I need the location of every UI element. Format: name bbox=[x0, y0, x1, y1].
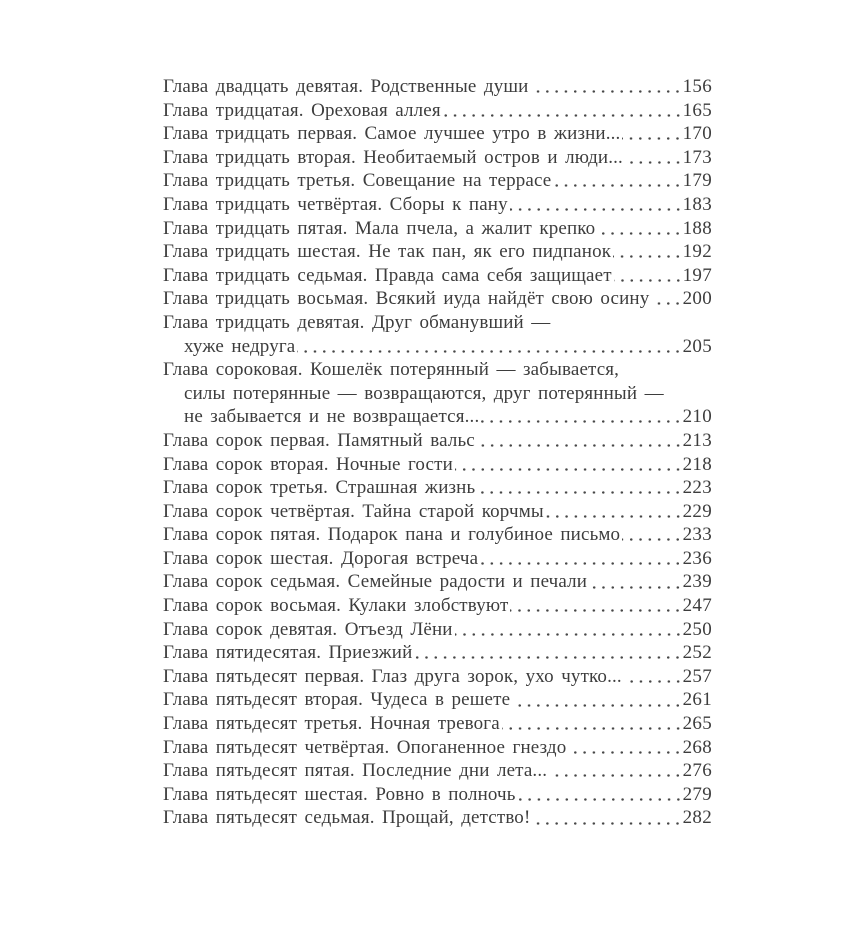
page-number: 261 bbox=[682, 689, 712, 711]
dot-leader bbox=[414, 641, 682, 665]
toc-entry bbox=[163, 523, 712, 547]
toc-entry bbox=[163, 217, 712, 241]
toc-entry bbox=[163, 712, 712, 736]
toc-entry bbox=[163, 736, 712, 760]
toc-entry bbox=[163, 146, 712, 170]
chapter-title: Глава пятьдесят шестая. Ровно в полночь bbox=[163, 783, 516, 805]
dot-leader bbox=[589, 570, 683, 594]
chapter-title: Глава сорок шестая. Дорогая встреча bbox=[163, 547, 479, 569]
page-number: 197 bbox=[682, 264, 712, 286]
toc-entry bbox=[163, 759, 712, 783]
page-number: 200 bbox=[682, 288, 712, 310]
chapter-title: Глава пятьдесят третья. Ночная тревога bbox=[163, 713, 500, 735]
page-number: 210 bbox=[682, 406, 712, 428]
toc-entry-row bbox=[163, 523, 712, 547]
toc-entry bbox=[163, 806, 712, 830]
chapter-title: Глава сорок вторая. Ночные гости bbox=[163, 453, 453, 475]
page-number: 170 bbox=[682, 123, 712, 145]
toc-entry-row bbox=[163, 712, 712, 736]
page-number: 282 bbox=[682, 807, 712, 829]
toc-entry bbox=[163, 193, 712, 217]
page-number: 265 bbox=[682, 713, 712, 735]
chapter-title: Глава сорок девятая. Отъезд Лёни bbox=[163, 618, 453, 640]
toc-entry-row bbox=[163, 287, 712, 311]
chapter-title: Глава сорок третья. Страшная жизнь bbox=[163, 477, 476, 499]
chapter-title: Глава тридцать пятая. Мала пчела, а жалит крепко bbox=[163, 217, 596, 239]
chapter-title: Глава тридцать вторая. Необитаемый остров и люди... bbox=[163, 146, 623, 168]
dot-leader bbox=[297, 335, 682, 359]
toc-entry-row bbox=[163, 736, 712, 760]
toc-entry-row bbox=[163, 500, 712, 524]
toc-entry bbox=[163, 594, 712, 618]
dot-leader bbox=[613, 240, 682, 264]
dot-leader bbox=[455, 453, 683, 477]
toc-entry bbox=[163, 287, 712, 311]
chapter-title: Глава тридцать четвёртая. Сборы к пану bbox=[163, 193, 508, 215]
dot-leader bbox=[549, 759, 682, 783]
dot-leader bbox=[510, 193, 683, 217]
chapter-title: Глава тридцать восьмая. Всякий иуда найдёт свою осину bbox=[163, 288, 650, 310]
chapter-title-line: силы потерянные — возвращаются, друг потерянный — bbox=[184, 382, 664, 404]
toc-entry bbox=[163, 547, 712, 571]
dot-leader bbox=[622, 523, 682, 547]
chapter-title: Глава тридцать седьмая. Правда сама себя защищает bbox=[163, 264, 612, 286]
chapter-title: Глава пятьдесят первая. Глаз друга зорок, ухо чутко... bbox=[163, 665, 622, 687]
toc-entry-row bbox=[163, 335, 712, 359]
dot-leader bbox=[622, 122, 682, 146]
page-number: 192 bbox=[682, 241, 712, 263]
toc-entry bbox=[163, 783, 712, 807]
dot-leader bbox=[455, 618, 683, 642]
toc-entry-row bbox=[163, 806, 712, 830]
page-number: 250 bbox=[682, 618, 712, 640]
toc-entry bbox=[163, 429, 712, 453]
chapter-title: Глава тридцать шестая. Не так пан, як его пидпанок bbox=[163, 241, 612, 263]
toc-entry bbox=[163, 122, 712, 146]
toc-entry-row bbox=[163, 169, 712, 193]
dot-leader bbox=[477, 476, 682, 500]
toc-entry-row bbox=[163, 122, 712, 146]
dot-leader bbox=[477, 429, 683, 453]
toc-entry-row bbox=[163, 240, 712, 264]
toc-entry-row bbox=[163, 783, 712, 807]
dot-leader bbox=[443, 99, 683, 123]
toc-entry bbox=[163, 75, 712, 99]
toc-entry-row bbox=[163, 547, 712, 571]
dot-leader bbox=[546, 500, 683, 524]
toc-entry-row bbox=[163, 594, 712, 618]
chapter-title: Глава тридцатая. Ореховая аллея bbox=[163, 99, 441, 121]
dot-leader bbox=[518, 783, 683, 807]
chapter-title: Глава пятьдесят четвёртая. Опоганенное гнездо bbox=[163, 736, 567, 758]
chapter-title: хуже недруга bbox=[184, 335, 296, 357]
page-number: 252 bbox=[682, 642, 712, 664]
chapter-title: Глава пятьдесят пятая. Последние дни лета... bbox=[163, 760, 548, 782]
dot-leader bbox=[625, 146, 683, 170]
chapter-title: Глава пятьдесят седьмая. Прощай, детство! bbox=[163, 807, 531, 829]
toc-entry bbox=[163, 641, 712, 665]
dot-leader bbox=[510, 594, 682, 618]
page-number: 179 bbox=[682, 170, 712, 192]
toc-entry-row bbox=[163, 665, 712, 689]
page-number: 173 bbox=[682, 146, 712, 168]
chapter-title: Глава двадцать девятая. Родственные души bbox=[163, 76, 529, 97]
chapter-title: Глава сорок восьмая. Кулаки злобствуют bbox=[163, 595, 509, 617]
dot-leader bbox=[512, 688, 682, 712]
chapter-title: Глава сорок седьмая. Семейные радости и печали bbox=[163, 571, 588, 593]
toc-entry-row bbox=[163, 429, 712, 453]
toc-entry bbox=[163, 169, 712, 193]
toc-entry-row bbox=[163, 405, 712, 429]
dot-leader bbox=[597, 217, 682, 241]
dot-leader bbox=[480, 547, 682, 571]
toc-entry-row bbox=[163, 193, 712, 217]
page-number: 156 bbox=[682, 76, 712, 97]
chapter-title: Глава тридцать первая. Самое лучшее утро в жизни... bbox=[163, 123, 621, 145]
toc-entry bbox=[163, 453, 712, 477]
chapter-title: Глава сорок пятая. Подарок пана и голубиное письмо bbox=[163, 524, 621, 546]
toc-entry-row bbox=[163, 75, 712, 99]
dot-leader bbox=[532, 806, 682, 830]
page-number: 257 bbox=[682, 665, 712, 687]
toc-entry-row bbox=[163, 453, 712, 477]
dot-leader bbox=[553, 169, 682, 193]
page-number: 229 bbox=[682, 500, 712, 522]
toc-entry-row bbox=[163, 99, 712, 123]
page-number: 223 bbox=[682, 477, 712, 499]
chapter-title-line: Глава тридцать девятая. Друг обманувший — bbox=[163, 311, 551, 333]
page-number: 205 bbox=[682, 335, 712, 357]
toc-entry-row bbox=[163, 641, 712, 665]
toc-entry-row bbox=[163, 570, 712, 594]
chapter-title: не забывается и не возвращается... bbox=[184, 406, 480, 428]
page-number: 165 bbox=[682, 99, 712, 121]
toc-entry bbox=[163, 570, 712, 594]
chapter-title-line: Глава сороковая. Кошелёк потерянный — забывается, bbox=[163, 359, 620, 381]
chapter-title: Глава пятьдесят вторая. Чудеса в решете bbox=[163, 689, 511, 711]
chapter-title: Глава сорок первая. Памятный вальс bbox=[163, 429, 475, 451]
table-of-contents bbox=[163, 75, 712, 830]
toc-entry-row bbox=[163, 618, 712, 642]
dot-leader bbox=[530, 75, 682, 99]
toc-entry-row bbox=[163, 688, 712, 712]
toc-entry bbox=[163, 618, 712, 642]
dot-leader bbox=[614, 264, 683, 288]
toc-entry bbox=[163, 311, 712, 358]
chapter-title: Глава сорок четвёртая. Тайна старой корчмы bbox=[163, 500, 544, 522]
toc-entry-row bbox=[163, 217, 712, 241]
toc-entry bbox=[163, 500, 712, 524]
toc-entry-row bbox=[163, 476, 712, 500]
toc-entry-row bbox=[163, 264, 712, 288]
page-number: 239 bbox=[682, 571, 712, 593]
toc-entry bbox=[163, 99, 712, 123]
page-number: 236 bbox=[682, 547, 712, 569]
toc-entry-row bbox=[163, 146, 712, 170]
page-number: 183 bbox=[682, 193, 712, 215]
dot-leader bbox=[481, 405, 682, 429]
toc-entry-row bbox=[163, 759, 712, 783]
page-number: 213 bbox=[682, 429, 712, 451]
toc-list bbox=[163, 75, 712, 830]
chapter-title: Глава пятидесятая. Приезжий bbox=[163, 642, 413, 664]
page-number: 247 bbox=[682, 595, 712, 617]
page-number: 276 bbox=[682, 760, 712, 782]
toc-entry bbox=[163, 665, 712, 689]
toc-entry bbox=[163, 264, 712, 288]
page-number: 268 bbox=[682, 736, 712, 758]
dot-leader bbox=[502, 712, 683, 736]
dot-leader bbox=[651, 287, 682, 311]
page-number: 279 bbox=[682, 783, 712, 805]
page-number: 233 bbox=[682, 524, 712, 546]
toc-entry bbox=[163, 476, 712, 500]
page-number: 188 bbox=[682, 217, 712, 239]
toc-entry bbox=[163, 240, 712, 264]
dot-leader bbox=[568, 736, 682, 760]
page-number: 218 bbox=[682, 453, 712, 475]
chapter-title: Глава тридцать третья. Совещание на террасе bbox=[163, 170, 552, 192]
dot-leader bbox=[624, 665, 683, 689]
toc-entry bbox=[163, 358, 712, 429]
toc-entry bbox=[163, 688, 712, 712]
